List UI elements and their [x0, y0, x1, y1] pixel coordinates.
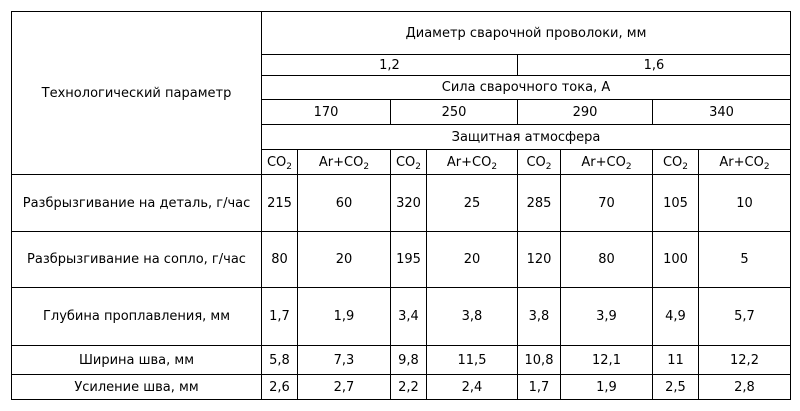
table-row [12, 232, 791, 288]
table-cell: 1,7 [262, 288, 298, 346]
table-cell: 1,9 [298, 288, 391, 346]
table-cell: 2,4 [427, 375, 518, 400]
gas-co2-header: $CO_2$ [653, 150, 699, 175]
table-cell: 2,8 [699, 375, 791, 400]
table-row [12, 175, 791, 232]
gas-mix-header: $Ar+CO_2$ [699, 150, 791, 175]
table-cell: 2,7 [298, 375, 391, 400]
row-label: Усиление шва, мм [12, 375, 262, 400]
table-cell: 2,2 [391, 375, 427, 400]
welding-parameters-table [11, 11, 791, 400]
gas-co2-header: $CO_2$ [391, 150, 427, 175]
table-cell: 80 [262, 232, 298, 288]
table-cell: 20 [427, 232, 518, 288]
gas-co2-header: $CO_2$ [518, 150, 561, 175]
table-cell: 3,9 [561, 288, 653, 346]
gas-co2-header: $CO_2$ [262, 150, 298, 175]
atmosphere-header: Защитная атмосфера [262, 125, 791, 150]
current-header: Сила сварочного тока, А [262, 76, 791, 100]
row-label: Разбрызгивание на сопло, г/час [12, 232, 262, 288]
table-cell: 285 [518, 175, 561, 232]
table-cell: 2,5 [653, 375, 699, 400]
table-cell: 9,8 [391, 346, 427, 375]
table-cell: 10 [699, 175, 791, 232]
table-cell: 10,8 [518, 346, 561, 375]
param-column-header: Технологический параметр [12, 12, 262, 175]
table-cell: 11 [653, 346, 699, 375]
table-row [12, 288, 791, 346]
row-label: Глубина проплавления, мм [12, 288, 262, 346]
table-cell: 105 [653, 175, 699, 232]
table-cell: 70 [561, 175, 653, 232]
gas-mix-header: $Ar+CO_2$ [427, 150, 518, 175]
current-value: 170 [262, 100, 391, 125]
table-cell: 12,2 [699, 346, 791, 375]
gas-mix-header: $Ar+CO_2$ [298, 150, 391, 175]
table-cell: 5,7 [699, 288, 791, 346]
table-cell: 100 [653, 232, 699, 288]
table-cell: 320 [391, 175, 427, 232]
table-cell: 215 [262, 175, 298, 232]
table-cell: 4,9 [653, 288, 699, 346]
row-label: Ширина шва, мм [12, 346, 262, 375]
table-cell: 12,1 [561, 346, 653, 375]
table-cell: 3,8 [427, 288, 518, 346]
table-row [12, 375, 791, 400]
current-value: 290 [518, 100, 653, 125]
table-cell: 25 [427, 175, 518, 232]
gas-mix-header: $Ar+CO_2$ [561, 150, 653, 175]
diameter-header: 1,6 [518, 55, 791, 76]
table-cell: 5 [699, 232, 791, 288]
current-value: 340 [653, 100, 791, 125]
table-cell: 3,8 [518, 288, 561, 346]
table-cell: 3,4 [391, 288, 427, 346]
table-row [12, 346, 791, 375]
diameter-header: 1,2 [262, 55, 518, 76]
table-cell: 195 [391, 232, 427, 288]
row-label: Разбрызгивание на деталь, г/час [12, 175, 262, 232]
table-cell: 2,6 [262, 375, 298, 400]
table-cell: 1,7 [518, 375, 561, 400]
wire-diameter-header: Диаметр сварочной проволоки, мм [262, 12, 791, 55]
table-cell: 11,5 [427, 346, 518, 375]
table-cell: 1,9 [561, 375, 653, 400]
table-cell: 60 [298, 175, 391, 232]
current-value: 250 [391, 100, 518, 125]
table-cell: 7,3 [298, 346, 391, 375]
table-cell: 120 [518, 232, 561, 288]
table-cell: 20 [298, 232, 391, 288]
table-cell: 5,8 [262, 346, 298, 375]
table-cell: 80 [561, 232, 653, 288]
